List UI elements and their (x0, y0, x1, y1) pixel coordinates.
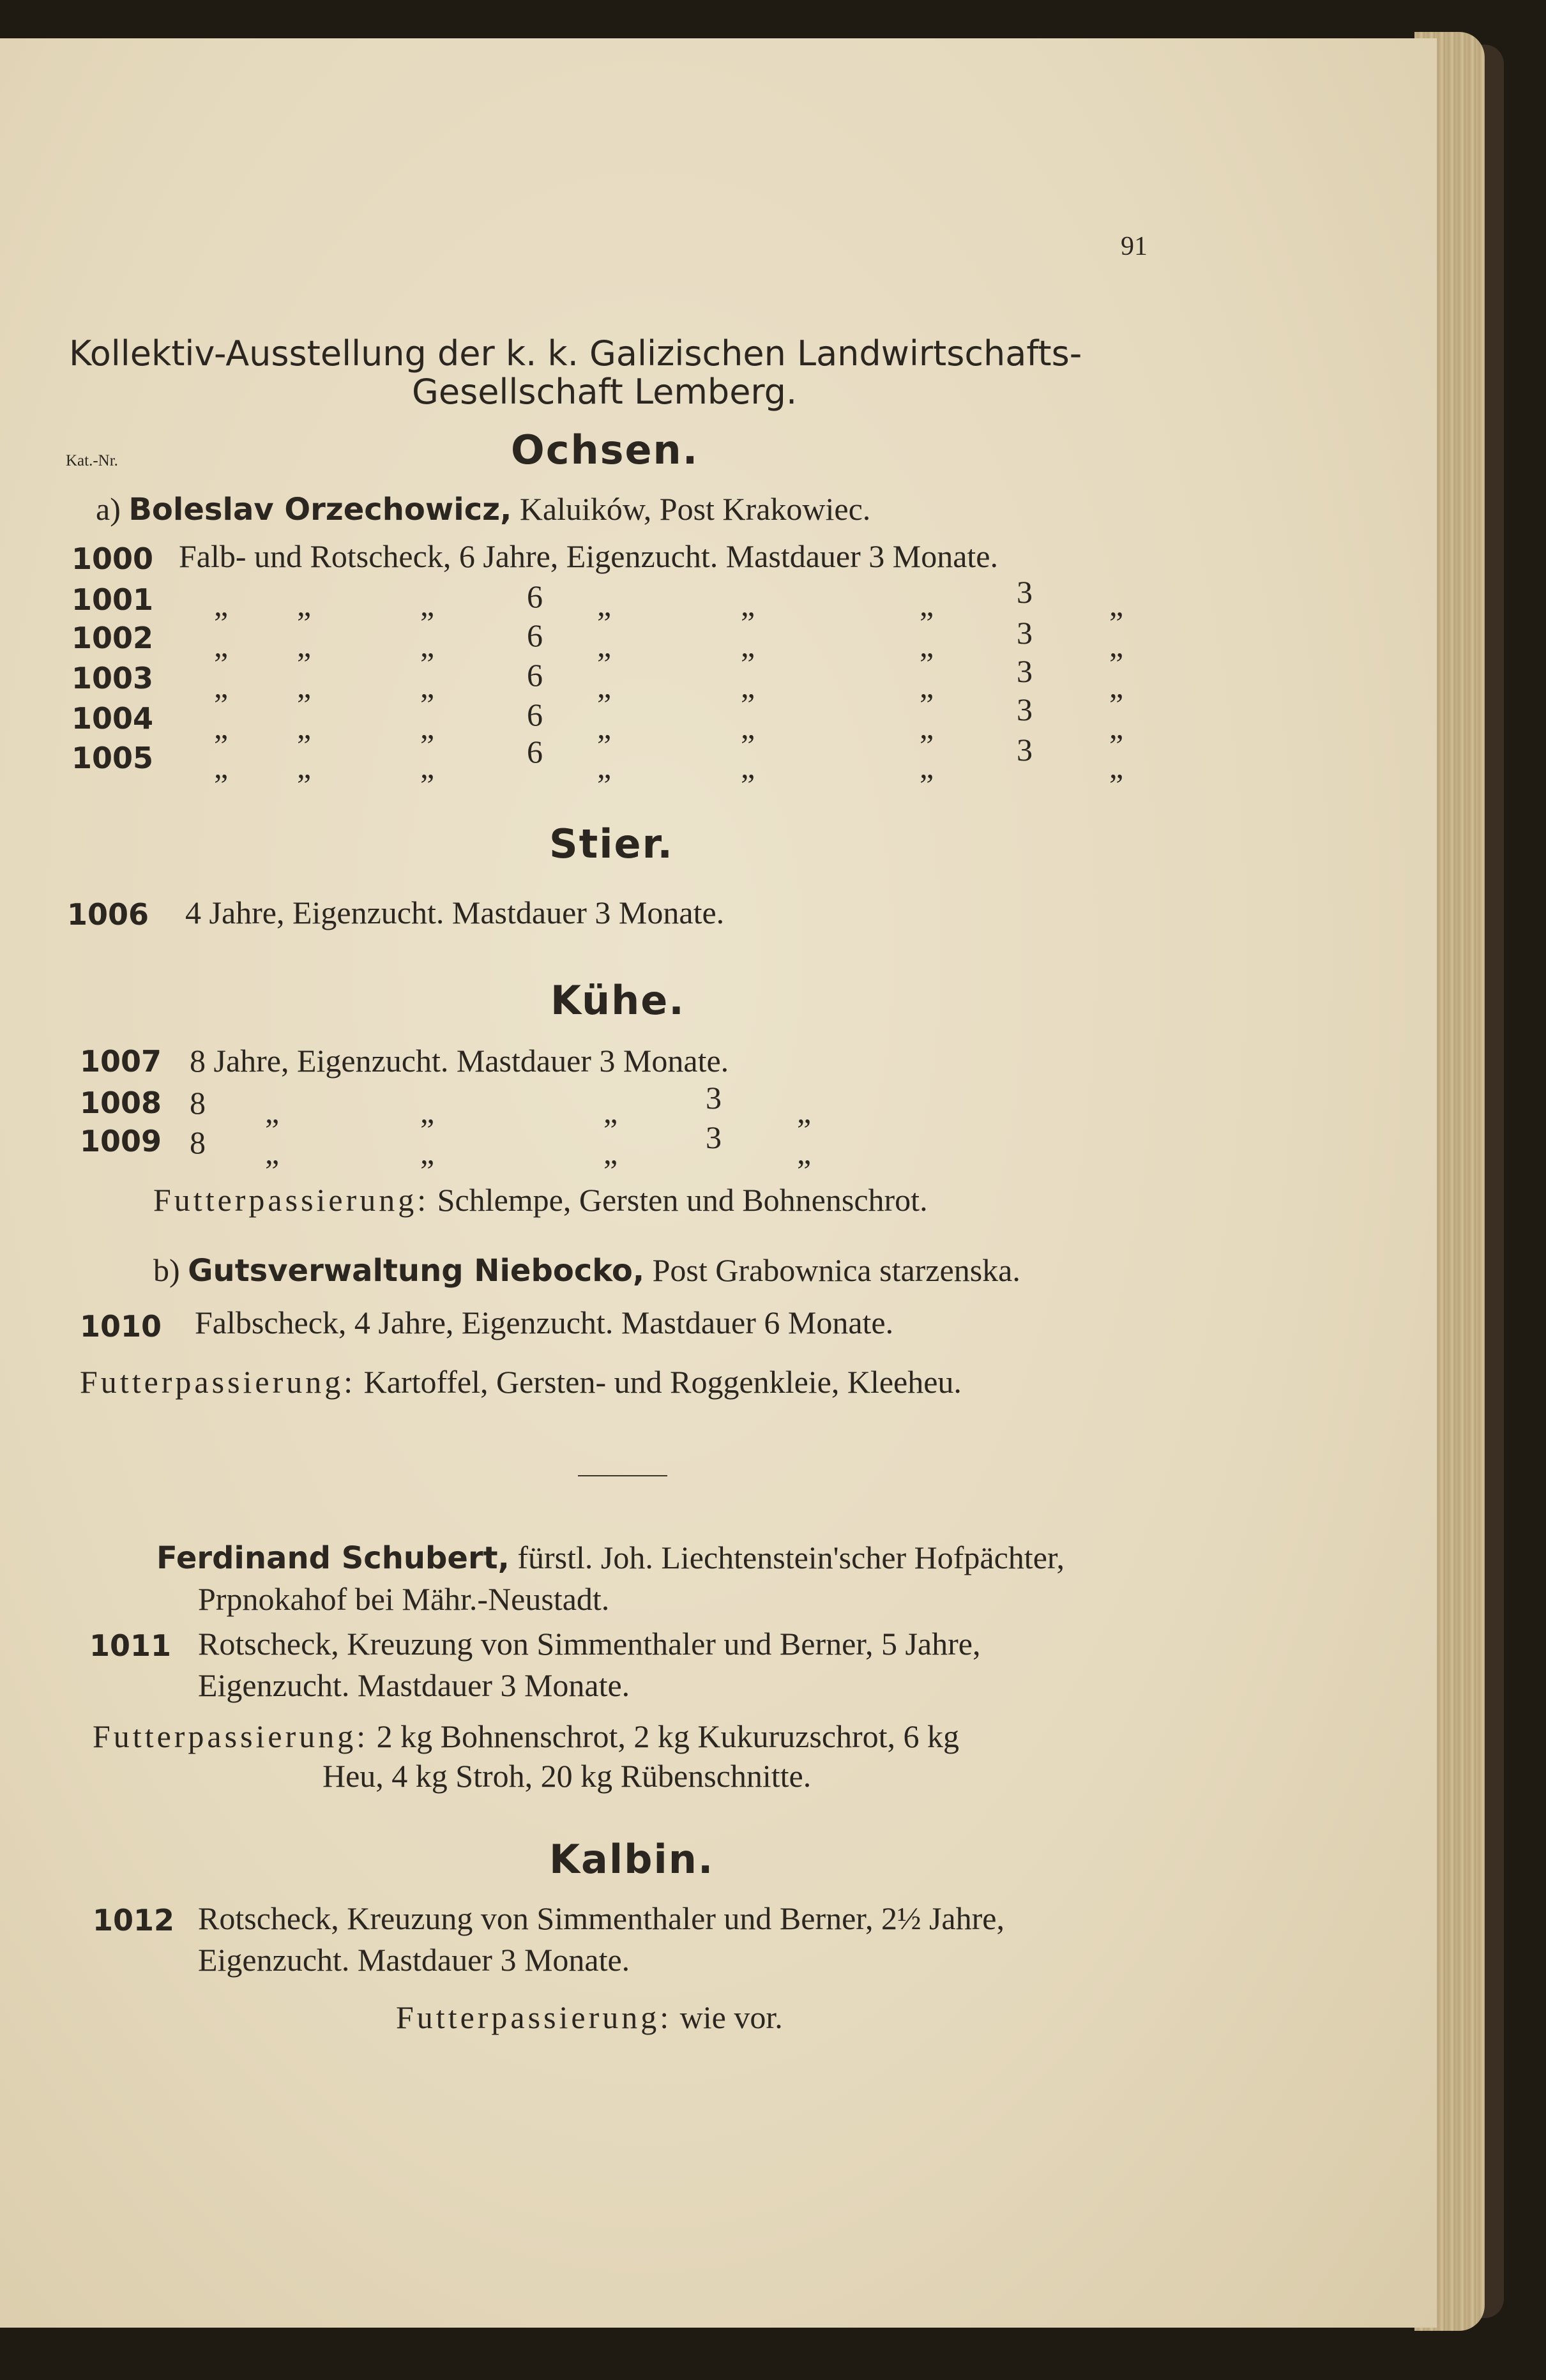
futter-d-label: Futterpassierung: (396, 1999, 672, 2035)
ditto-1008-b: „ (420, 1094, 435, 1130)
months-1001: 3 (1017, 574, 1033, 610)
cat-nr-1011: 1011 (89, 1628, 172, 1663)
age-1004: 6 (527, 697, 543, 732)
ditto-1003-e: „ (741, 669, 755, 704)
kat-nr-label: Kat.-Nr. (66, 452, 118, 469)
exhibitor-c-rest: fürstl. Joh. Liechtenstein'scher Hofpächter, (517, 1540, 1065, 1575)
age-1008: 8 (190, 1085, 206, 1121)
age-1003: 6 (527, 657, 543, 693)
ditto-1002-c: „ (420, 628, 435, 663)
section-stier: Stier. (549, 821, 674, 867)
futter-c-label: Futterpassierung: (93, 1718, 369, 1754)
cat-nr-1008: 1008 (80, 1086, 162, 1120)
futterpassierung-a (153, 1181, 928, 1218)
ditto-1004-d: „ (597, 709, 612, 745)
ditto-1001-e: „ (741, 587, 755, 623)
heading-line-1: Kollektiv-Ausstellung der k. k. Galizischen Landwirtschafts- (69, 333, 1082, 374)
cat-nr-1005: 1005 (72, 741, 154, 775)
cat-nr-1009: 1009 (80, 1124, 162, 1158)
ditto-1001-g: „ (1109, 587, 1124, 623)
exhibitor-b-prefix: b) (153, 1252, 180, 1288)
ditto-1001-c: „ (420, 587, 435, 623)
ditto-1003-c: „ (420, 669, 435, 704)
exhibitor-a-name: Boleslav Orzechowicz, (128, 492, 512, 527)
cat-nr-1006: 1006 (67, 897, 149, 932)
futterpassierung-b (80, 1363, 962, 1400)
age-1001: 6 (527, 579, 543, 614)
cat-nr-1000: 1000 (72, 542, 154, 576)
ditto-1003-g: „ (1109, 669, 1124, 704)
ditto-1004-b: „ (297, 709, 312, 745)
cat-nr-1001: 1001 (72, 582, 154, 617)
page-number: 91 (1121, 232, 1148, 261)
ditto-1002-d: „ (597, 628, 612, 663)
exhibitor-b (153, 1252, 1020, 1289)
ditto-1002-a: „ (214, 628, 229, 663)
ditto-1004-g: „ (1109, 709, 1124, 745)
futter-c-line-1: 2 kg Bohnenschrot, 2 kg Kukuruzschrot, 6 kg (376, 1718, 960, 1754)
ditto-1002-b: „ (297, 628, 312, 663)
ditto-1003-a: „ (214, 669, 229, 704)
age-1005: 6 (527, 734, 543, 769)
ditto-1005-c: „ (420, 749, 435, 785)
ditto-1009-a: „ (265, 1135, 280, 1171)
months-1009: 3 (706, 1119, 722, 1155)
futter-b-text: Kartoffel, Gersten- und Roggenkleie, Kleeheu. (363, 1364, 962, 1400)
exhibitor-c-line-2: Prpnokahof bei Mähr.-Neustadt. (198, 1581, 610, 1617)
ditto-1004-c: „ (420, 709, 435, 745)
exhibitor-b-name: Gutsverwaltung Niebocko, (188, 1253, 645, 1289)
ditto-1003-f: „ (920, 669, 934, 704)
cat-nr-1012: 1012 (93, 1903, 175, 1937)
age-1009: 8 (190, 1125, 206, 1160)
months-1003: 3 (1017, 653, 1033, 689)
ditto-1005-a: „ (214, 749, 229, 785)
ditto-1008-c: „ (603, 1094, 618, 1130)
futter-a-text: Schlempe, Gersten und Bohnenschrot. (437, 1182, 928, 1218)
entry-1010: Falbscheck, 4 Jahre, Eigenzucht. Mastdauer 6 Monate. (195, 1305, 894, 1340)
futter-d-text: wie vor. (679, 1999, 783, 2035)
cat-nr-1007: 1007 (80, 1044, 162, 1079)
ditto-1001-d: „ (597, 587, 612, 623)
ditto-1005-g: „ (1109, 749, 1124, 785)
ditto-1004-a: „ (214, 709, 229, 745)
ditto-1008-a: „ (265, 1094, 280, 1130)
futterpassierung-d (396, 1999, 783, 2036)
section-ochsen: Ochsen. (511, 427, 699, 473)
entry-1006: 4 Jahre, Eigenzucht. Mastdauer 3 Monate. (185, 895, 725, 930)
ditto-1001-f: „ (920, 587, 934, 623)
ditto-1005-b: „ (297, 749, 312, 785)
ditto-1003-d: „ (597, 669, 612, 704)
futter-a-label: Futterpassierung: (153, 1182, 430, 1218)
cat-nr-1010: 1010 (80, 1309, 162, 1344)
cat-nr-1002: 1002 (72, 621, 154, 655)
entry-1011-line-1: Rotscheck, Kreuzung von Simmenthaler und Berner, 5 Jahre, (198, 1626, 981, 1662)
futter-c-line-2: Heu, 4 kg Stroh, 20 kg Rübenschnitte. (322, 1758, 812, 1794)
futterpassierung-c-line-1 (93, 1718, 959, 1755)
entry-1000: Falb- und Rotscheck, 6 Jahre, Eigenzucht. Mastdauer 3 Monate. (179, 538, 998, 574)
ditto-1005-d: „ (597, 749, 612, 785)
exhibitor-a (96, 490, 870, 527)
ditto-1005-e: „ (741, 749, 755, 785)
entry-1011-line-2: Eigenzucht. Mastdauer 3 Monate. (198, 1667, 630, 1703)
ditto-1009-c: „ (603, 1135, 618, 1171)
months-1002: 3 (1017, 615, 1033, 651)
ditto-1004-f: „ (920, 709, 934, 745)
ditto-1005-f: „ (920, 749, 934, 785)
entry-1007: 8 Jahre, Eigenzucht. Mastdauer 3 Monate. (190, 1043, 729, 1079)
exhibitor-a-rest: Kaluików, Post Krakowiec. (519, 491, 871, 527)
exhibitor-c-line-1 (156, 1539, 1065, 1576)
ditto-1004-e: „ (741, 709, 755, 745)
exhibitor-b-rest: Post Grabownica starzenska. (652, 1252, 1020, 1288)
age-1002: 6 (527, 618, 543, 653)
cat-nr-1004: 1004 (72, 701, 154, 736)
ditto-1002-e: „ (741, 628, 755, 663)
ditto-1009-b: „ (420, 1135, 435, 1171)
ditto-1002-f: „ (920, 628, 934, 663)
section-divider (578, 1475, 667, 1476)
ditto-1008-d: „ (797, 1094, 812, 1130)
ditto-1003-b: „ (297, 669, 312, 704)
ditto-1009-d: „ (797, 1135, 812, 1171)
months-1005: 3 (1017, 732, 1033, 768)
ditto-1001-b: „ (297, 587, 312, 623)
months-1004: 3 (1017, 692, 1033, 727)
months-1008: 3 (706, 1080, 722, 1116)
futter-b-label: Futterpassierung: (80, 1364, 356, 1400)
exhibitor-c-name: Ferdinand Schubert, (156, 1540, 510, 1576)
ditto-1002-g: „ (1109, 628, 1124, 663)
exhibitor-a-prefix: a) (96, 491, 121, 527)
cat-nr-1003: 1003 (72, 661, 154, 695)
entry-1012-line-1: Rotscheck, Kreuzung von Simmenthaler und Berner, 2½ Jahre, (198, 1900, 1004, 1936)
heading-line-2: Gesellschaft Lemberg. (412, 372, 798, 412)
ditto-1001-a: „ (214, 587, 229, 623)
entry-1012-line-2: Eigenzucht. Mastdauer 3 Monate. (198, 1942, 630, 1978)
section-kuehe: Kühe. (550, 977, 685, 1024)
section-kalbin: Kalbin. (549, 1836, 715, 1883)
